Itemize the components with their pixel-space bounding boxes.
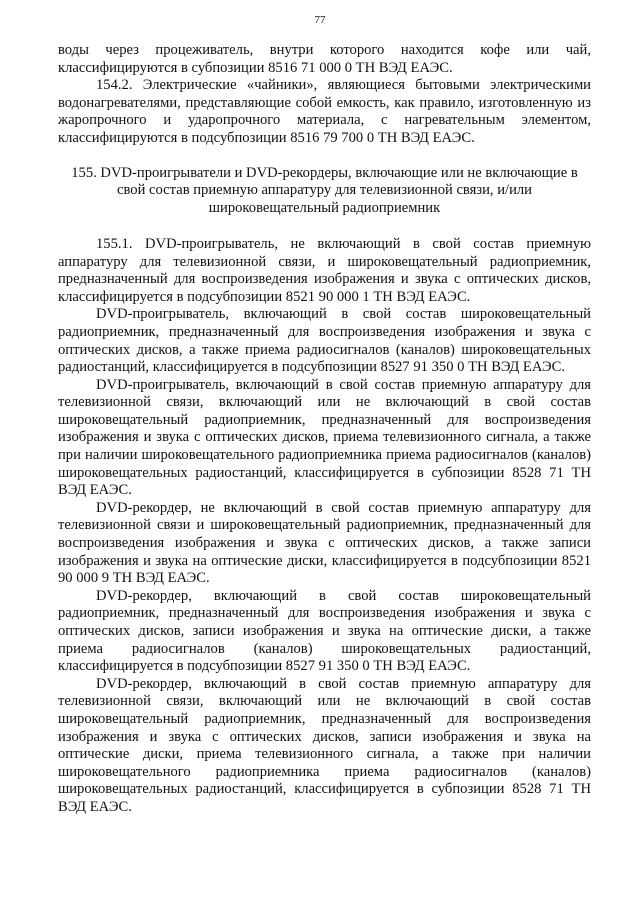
- paragraph-dvd-player-radio: DVD-проигрыватель, включающий в свой состав широковещательный радиоприемник, предназначенный для воспроизведения изображения и звука с оптических дисков, а также приема радиосигналов (каналов) широковещательных радиостанций, классифицируется в подсубпозиции 8527 91 350 0 ТН ВЭД ЕАЭС.: [58, 306, 591, 376]
- paragraph-dvd-recorder-radio: DVD-рекордер, включающий в свой состав широковещательный радиоприемник, предназначенный для воспроизведения изображения и звука с оптических дисков, записи изображения и звука на оптические диски, а также приема радиосигналов (каналов) широковещательных радиостанций, классифицируется в подсубпозиции 8527 91 350 0 ТН ВЭД ЕАЭС.: [58, 587, 591, 675]
- section-heading-155: 155. DVD-проигрыватели и DVD-рекордеры, включающие или не включающие в свой состав приемную аппаратуру для телевизионной связи, и/или широковещательный радиоприемник: [71, 164, 578, 217]
- paragraph-dvd-recorder-basic: DVD-рекордер, не включающий в свой состав приемную аппаратуру для телевизионной связи и широковещательный радиоприемник, предназначенный для воспроизведения изображения и звука с оптических дисков, а также записи изображения и звука на оптические диски, классифицируется в подсубпозиции 8521 90 000 9 ТН ВЭД ЕАЭС.: [58, 499, 591, 587]
- paragraph-dvd-recorder-tv: DVD-рекордер, включающий в свой состав приемную аппаратуру для телевизионной связи, включающий или не включающий в свой состав широковещательный радиоприемник, предназначенный для воспроизведения изображения и звука с оптических дисков, записи изображения и звука на оптические диски, приема телевизионного сигнала, а также при наличии широковещательного радиоприемника приема радиосигналов (каналов) широковещательных радиостанций, классифицируется в субпозиции 8528 71 ТН ВЭД ЕАЭС.: [58, 675, 591, 815]
- paragraph-155-1: 155.1. DVD-проигрыватель, не включающий в свой состав приемную аппаратуру для телевизионной связи, и широковещательный радиоприемник, предназначенный для воспроизведения изображения и звука с оптических дисков, классифицируется в подсубпозиции 8521 90 000 1 ТН ВЭД ЕАЭС.: [58, 235, 591, 305]
- document-body: [58, 42, 591, 817]
- paragraph-154-2: 154.2. Электрические «чайники», являющиеся бытовыми электрическими водонагревателями, представляющие собой емкость, как правило, изготовленную из жаропрочного и ударопрочного материала, с нагревательным элементом, классифицируются в подсубпозиции 8516 79 700 0 ТН ВЭД ЕАЭС.: [58, 77, 591, 146]
- paragraph-dvd-player-tv: DVD-проигрыватель, включающий в свой состав приемную аппаратуру для телевизионной связи, включающий или не включающий в свой состав широковещательный радиоприемник, предназначенный для воспроизведения изображения и звука с оптических дисков, приема телевизионного сигнала, а также при наличии широковещательного радиоприемника приема радиосигналов (каналов) широковещательных радиостанций, классифицируется в субпозиции 8528 71 ТН ВЭД ЕАЭС.: [58, 376, 591, 499]
- page-number: 77: [314, 14, 326, 26]
- paragraph-continuation: воды через процеживатель, внутри которого находится кофе или чай, классифицируются в субпозиции 8516 71 000 0 ТН ВЭД ЕАЭС.: [58, 42, 591, 76]
